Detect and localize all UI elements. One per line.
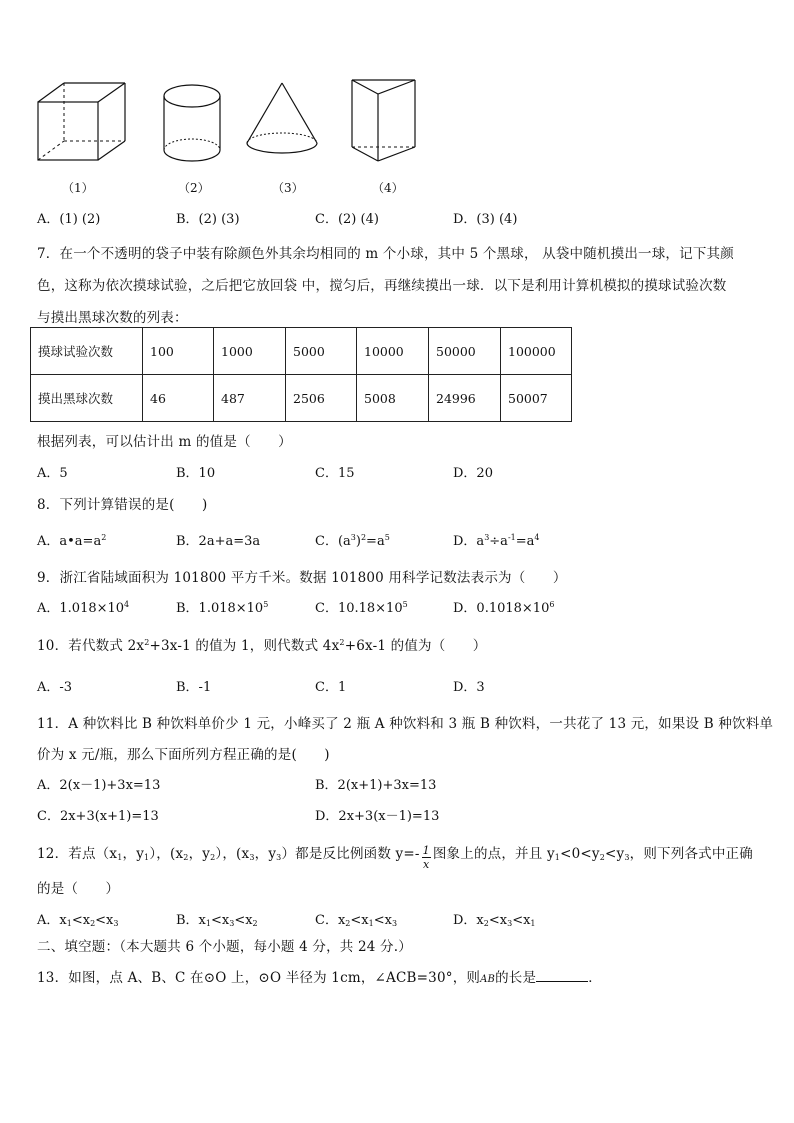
figure-caption-3: （3） — [272, 181, 304, 195]
table-cell: 46 — [143, 375, 214, 422]
table-row — [31, 375, 572, 422]
q12-option-a: A．$x_1<x_2<x_3$ — [37, 913, 119, 928]
q12-stem-line1: 12．若点（$x_1$，$y_1$），($x_2$，$y_2$），($x_3$，$y_3$）都是反比例函数 y=- $\frac{1}{x}$ 图象上的点，并且 $y_1<0<y_2<y_3$，则下列各式中正确 — [37, 844, 753, 871]
q7-stem-line3: 与摸出黑球次数的列表： — [37, 310, 188, 326]
q11-option-b: B．2(x+1)+3x=13 — [315, 778, 437, 793]
q6-option-c: C．(2) (4) — [315, 212, 379, 227]
q7-option-d: D．20 — [453, 466, 493, 481]
table-cell: 5000 — [286, 328, 357, 375]
table-cell: 487 — [214, 375, 286, 422]
q7-question: 根据列表，可以估计出 m 的值是（ ） — [37, 434, 292, 450]
cylinder-figure — [160, 80, 226, 166]
figure-caption-1: （1） — [62, 181, 94, 195]
q12-option-d: D．$x_2<x_3<x_1$ — [453, 913, 536, 928]
q6-option-d: D．(3) (4) — [453, 212, 518, 227]
q8-option-c: C．$(a^3)^2=a^5$ — [315, 533, 390, 549]
q9-option-d: D．$0.1018\times 10^6$ — [453, 600, 555, 616]
table-cell: 摸出黑球次数 — [31, 375, 143, 422]
q8-stem: 8．下列计算错误的是( ) — [37, 497, 208, 513]
q11-stem-line1: 11．A 种饮料比 B 种饮料单价少 1 元，小峰买了 2 瓶 A 种饮料和 3 瓶 B 种饮料，一共花了 13 元，如果设 B 种饮料单 — [37, 716, 774, 732]
q12-option-b: B．$x_1<x_3<x_2$ — [176, 913, 258, 928]
figure-caption-4: （4） — [372, 181, 404, 195]
section-heading: 二、填空题：（本大题共 6 个小题，每小题 4 分，共 24 分.） — [37, 939, 412, 955]
q10-option-c: C．1 — [315, 680, 347, 695]
q10-option-b: B．-1 — [176, 680, 212, 695]
q10-option-a: A．-3 — [37, 680, 73, 695]
table-cell: 2506 — [286, 375, 357, 422]
table-cell: 100 — [143, 328, 214, 375]
q9-option-c: C．$10.18\times 10^5$ — [315, 600, 408, 616]
table-cell: 5008 — [357, 375, 429, 422]
q12-option-c: C．$x_2<x_1<x_3$ — [315, 913, 398, 928]
triangular-prism-figure — [348, 76, 420, 164]
q9-option-b: B．$1.018\times 10^5$ — [176, 600, 269, 616]
q7-table — [30, 327, 572, 422]
arc-label: AB — [480, 974, 496, 985]
q7-option-b: B．10 — [176, 466, 216, 481]
q11-option-d: D．2x+3(x－1)=13 — [315, 809, 440, 824]
q8-option-a: A．$a•a=a^2$ — [37, 533, 107, 549]
q10-option-d: D．3 — [453, 680, 485, 695]
q7-stem-line2: 色，这称为依次摸球试验，之后把它放回袋 中，搅匀后，再继续摸出一球．以下是利用计算机模拟的摸球试验次数 — [37, 278, 727, 294]
table-cell: 24996 — [429, 375, 501, 422]
q12-stem-line2: 的是（ ） — [37, 881, 120, 897]
q6-option-b: B．(2) (3) — [176, 212, 240, 227]
q11-option-a: A．2(x－1)+3x=13 — [37, 778, 161, 793]
fraction: $\frac{1}{x}$ — [422, 844, 430, 871]
table-cell: 100000 — [501, 328, 572, 375]
q9-stem: 9．浙江省陆域面积为 101800 平方千米。数据 101800 用科学记数法表示为（ ） — [37, 570, 567, 586]
cone-figure — [244, 80, 320, 160]
q13-stem: 13．如图，点 A、B、C 在⊙O 上，⊙O 半径为 1cm，∠ACB=30°，则AB的长是 ． — [37, 970, 602, 986]
table-row — [31, 328, 572, 375]
figure-caption-2: （2） — [178, 181, 210, 195]
q7-stem-line1: 7．在一个不透明的袋子中装有除颜色外其余均相同的 m 个小球，其中 5 个黑球， 从袋中随机摸出一球，记下其颜 — [37, 246, 734, 262]
table-cell: 50000 — [429, 328, 501, 375]
q7-option-a: A．5 — [37, 466, 68, 481]
table-cell: 50007 — [501, 375, 572, 422]
cube-figure — [36, 80, 132, 164]
q11-option-c: C．2x+3(x+1)=13 — [37, 809, 159, 824]
q11-stem-line2: 价为 x 元/瓶，那么下面所列方程正确的是( ) — [37, 747, 330, 763]
q6-option-a: A．(1) (2) — [37, 212, 101, 227]
table-cell: 摸球试验次数 — [31, 328, 143, 375]
table-cell: 10000 — [357, 328, 429, 375]
table-cell: 1000 — [214, 328, 286, 375]
q9-option-a: A．$1.018\times 10^4$ — [37, 600, 130, 616]
q10-stem: 10．若代数式 $2x^2+3x-1$ 的值为 1，则代数式 $4x^2+6x-1$ 的值为（ ） — [37, 638, 487, 654]
q7-option-c: C．15 — [315, 466, 355, 481]
q8-option-d: D．$a^3\div a^{-1}=a^4$ — [453, 533, 540, 549]
answer-blank — [536, 969, 588, 982]
q8-option-b: B．2a+a=3a — [176, 534, 261, 549]
